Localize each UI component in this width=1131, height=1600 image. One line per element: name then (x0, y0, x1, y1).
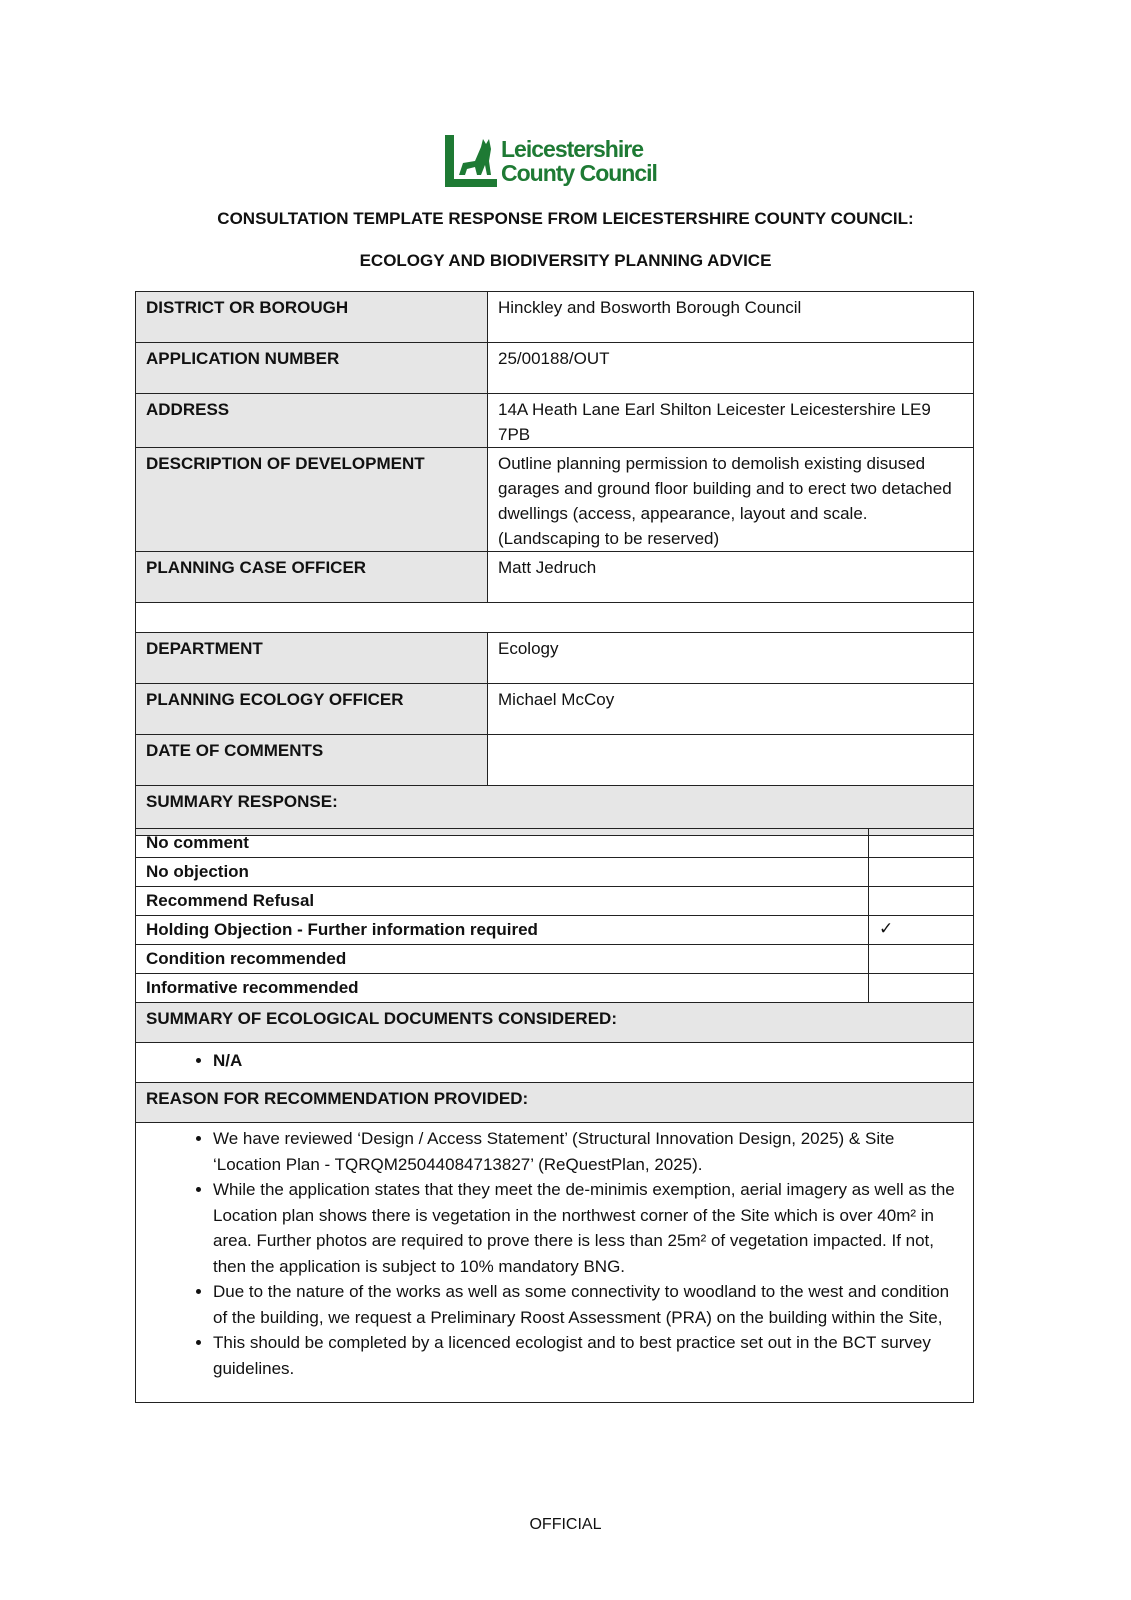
fox-logo-icon (445, 135, 497, 187)
officer-row (136, 735, 974, 786)
row-label: DEPARTMENT (136, 633, 488, 684)
documents-and-reasons-table (135, 1002, 974, 1403)
details-row (136, 552, 974, 603)
option-label: Recommend Refusal (136, 887, 869, 916)
row-label: PLANNING ECOLOGY OFFICER (136, 684, 488, 735)
option-label: No objection (136, 858, 869, 887)
option-checkbox-checked[interactable]: ✓ (869, 916, 974, 945)
details-row (136, 394, 974, 448)
document-subtitle: ECOLOGY AND BIODIVERSITY PLANNING ADVICE (359, 251, 772, 270)
officer-row (136, 684, 974, 735)
row-label: DESCRIPTION OF DEVELOPMENT (136, 448, 488, 552)
option-checkbox[interactable] (869, 887, 974, 916)
option-row (136, 974, 974, 1003)
spacer-row (136, 603, 974, 633)
details-row (136, 343, 974, 394)
application-details-table (135, 291, 974, 836)
row-value: Ecology (488, 633, 974, 684)
option-checkbox[interactable] (869, 829, 974, 858)
option-checkbox[interactable] (869, 858, 974, 887)
row-label: DATE OF COMMENTS (136, 735, 488, 786)
row-label: DISTRICT OR BOROUGH (136, 292, 488, 343)
row-value: 25/00188/OUT (488, 343, 974, 394)
option-label: Informative recommended (136, 974, 869, 1003)
row-value: 14A Heath Lane Earl Shilton Leicester Leicestershire LE9 7PB (488, 394, 974, 448)
row-value: Outline planning permission to demolish existing disused garages and ground floor building and to erect two detached dwellings (access, appearance, layout and scale. (Landscaping to be reserved) (488, 448, 974, 552)
option-row (136, 887, 974, 916)
option-row (136, 945, 974, 974)
row-label: APPLICATION NUMBER (136, 343, 488, 394)
documents-list (146, 1048, 963, 1074)
officer-row (136, 633, 974, 684)
council-logo (445, 133, 670, 189)
option-row (136, 858, 974, 887)
details-row (136, 448, 974, 552)
option-checkbox[interactable] (869, 945, 974, 974)
summary-response-table (135, 828, 974, 1003)
reason-item: • While the application states that they meet the de-minimis exemption, aerial imagery as well as the Location plan shows there is vegetation in the northwest corner of the Site which is over 40m² in area. Further photos are required to prove there is less than 25m² of vegetation impacted. If not, then the application is subject to 10% mandatory BNG. (213, 1177, 965, 1279)
row-value: Hinckley and Bosworth Borough Council (488, 292, 974, 343)
document-item: • N/A (213, 1048, 963, 1074)
reasons-list (146, 1126, 965, 1381)
option-label: No comment (136, 829, 869, 858)
row-value: Matt Jedruch (488, 552, 974, 603)
option-row (136, 916, 974, 945)
documents-heading: SUMMARY OF ECOLOGICAL DOCUMENTS CONSIDERED: (136, 1003, 974, 1043)
row-label: ADDRESS (136, 394, 488, 448)
details-row (136, 292, 974, 343)
reason-item: • We have reviewed ‘Design / Access Statement’ (Structural Innovation Design, 2025) & Site ‘Location Plan - TQRQM25044084713827’ (ReQuestPlan, 2025). (213, 1126, 965, 1177)
row-value (488, 735, 974, 786)
summary-heading: SUMMARY RESPONSE: (136, 786, 974, 836)
logo-line-2: County Council (501, 160, 657, 186)
option-checkbox[interactable] (869, 974, 974, 1003)
empty-cell (136, 603, 974, 633)
reason-heading: REASON FOR RECOMMENDATION PROVIDED: (136, 1083, 974, 1123)
reason-item: • This should be completed by a licenced ecologist and to best practice set out in the BCT survey guidelines. (213, 1330, 965, 1381)
row-value: Michael McCoy (488, 684, 974, 735)
option-label: Holding Objection - Further information required (136, 916, 869, 945)
logo-line-1: Leicestershire (501, 136, 643, 162)
option-label: Condition recommended (136, 945, 869, 974)
classification-footer: OFFICIAL (529, 1516, 602, 1533)
reason-item: • Due to the nature of the works as well as some connectivity to woodland to the west and condition of the building, we request a Preliminary Roost Assessment (PRA) on the building within the Site, (213, 1279, 965, 1330)
row-label: PLANNING CASE OFFICER (136, 552, 488, 603)
option-row (136, 829, 974, 858)
document-title: CONSULTATION TEMPLATE RESPONSE FROM LEICESTERSHIRE COUNTY COUNCIL: (217, 209, 914, 228)
